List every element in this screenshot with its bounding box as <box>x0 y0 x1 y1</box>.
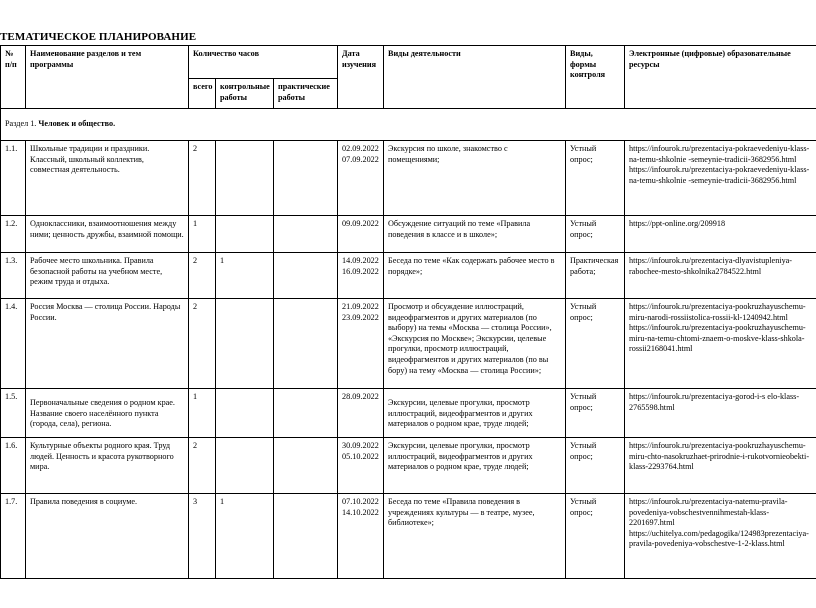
row-practical-works <box>274 253 338 299</box>
row-num: 1.5. <box>1 389 26 438</box>
row-activities: Экскурсии, целевые прогулки, просмотр иллюстраций, видеофрагментов и других материалов о родном крае, труде людей; <box>384 389 566 438</box>
row-date: 07.10.2022 <box>342 497 379 506</box>
row-date: 28.09.2022 <box>342 392 379 401</box>
row-dates <box>338 141 384 216</box>
table-row <box>1 216 816 253</box>
row-practical-works <box>274 216 338 253</box>
row-name: Культурные объекты родного края. Труд людей. Ценность и красота рукотворного мира. <box>26 438 189 494</box>
table-row <box>1 438 816 494</box>
col-header-date: Дата изучения <box>338 46 384 109</box>
col-header-activities: Виды деятельности <box>384 46 566 109</box>
section-row <box>1 109 816 141</box>
row-date: 05.10.2022 <box>342 451 379 461</box>
row-control-works <box>216 389 274 438</box>
row-control: Устный опрос; <box>566 216 625 253</box>
row-num: 1.7. <box>1 494 26 579</box>
section-prefix: Раздел 1. <box>5 119 37 129</box>
row-resources: https://infourok.ru/prezentaciya-gorod-i-s elo-klass-2765598.html <box>625 389 816 438</box>
row-resources: https://infourok.ru/prezentaciya-pookruzhayuschemu-miru-chto-nasokruzhaet-prirodnie-i-rukotvornieobekti-klass-2293764.html <box>625 438 816 494</box>
row-date: 21.09.2022 <box>342 302 379 311</box>
table-row <box>1 494 816 579</box>
row-control-works <box>216 216 274 253</box>
row-control: Устный опрос; <box>566 389 625 438</box>
row-date: 02.09.2022 <box>342 144 379 153</box>
row-dates <box>338 299 384 389</box>
row-activities: Беседа по теме «Правила поведения в учреждениях культуры — в театре, музее, библиотеке»; <box>384 494 566 579</box>
col-header-resources: Электронные (цифровые) образовательные ресурсы <box>625 46 816 109</box>
row-date: 14.09.2022 <box>342 256 379 265</box>
table-row <box>1 141 816 216</box>
row-control: Устный опрос; <box>566 141 625 216</box>
row-control: Практическая работа; <box>566 253 625 299</box>
row-num: 1.1. <box>1 141 26 216</box>
row-control: Устный опрос; <box>566 438 625 494</box>
row-total: 3 <box>189 494 216 579</box>
row-num: 1.2. <box>1 216 26 253</box>
row-dates <box>338 438 384 494</box>
col-header-num: № п/п <box>1 46 26 109</box>
row-date: 14.10.2022 <box>342 507 379 517</box>
row-practical-works <box>274 299 338 389</box>
row-activities: Беседа по теме «Как содержать рабочее место в порядке»; <box>384 253 566 299</box>
row-resources: https://infourok.ru/prezentaciya-pookruzhayuschemu-miru-narodi-rossiistolica-rossii-kl-1240942.html https://infourok.ru/prezentaciya-pookruzhayuschemu-miru-na-temu-chtomi-znaem-o-moskve-klass-shkola-rossii2168041.html <box>625 299 816 389</box>
row-num: 1.6. <box>1 438 26 494</box>
row-date: 30.09.2022 <box>342 441 379 450</box>
row-resources: https://infourok.ru/prezentaciya-pokraevedeniyu-klass-na-temu-shkolnie -semeynie-tradicii-3682956.html https://infourok.ru/prezentaciya-pokraevedeniyu-klass-na-temu-shkolnie -semeynie-tradicii-3682956.html <box>625 141 816 216</box>
row-dates <box>338 389 384 438</box>
row-practical-works <box>274 141 338 216</box>
page-title: ТЕМАТИЧЕСКОЕ ПЛАНИРОВАНИЕ <box>0 31 197 43</box>
row-date: 23.09.2022 <box>342 312 379 322</box>
table-row <box>1 253 816 299</box>
table-row <box>1 389 816 438</box>
row-practical-works <box>274 389 338 438</box>
row-date: 16.09.2022 <box>342 266 379 276</box>
row-total: 1 <box>189 389 216 438</box>
col-header-hours: Количество часов <box>189 46 338 79</box>
row-name: Школьные традиции и праздники. Классный, школьный коллектив, совместная деятельность. <box>26 141 189 216</box>
table-row <box>1 299 816 389</box>
row-name: Россия Москва — столица России. Народы России. <box>26 299 189 389</box>
row-control-works <box>216 141 274 216</box>
row-control-works: 1 <box>216 494 274 579</box>
col-header-hours-control: контрольные работы <box>216 79 274 109</box>
row-activities: Экскурсии, целевые прогулки, просмотр иллюстраций, видеофрагментов и других материалов о родном крае, труде людей; <box>384 438 566 494</box>
row-control: Устный опрос; <box>566 494 625 579</box>
row-date: 09.09.2022 <box>342 219 379 228</box>
row-num: 1.4. <box>1 299 26 389</box>
row-name: Правила поведения в социуме. <box>26 494 189 579</box>
row-resources: https://infourok.ru/prezentaciya-dlyavistupleniya-rabochee-mesto-shkolnika2784522.html <box>625 253 816 299</box>
section-title: Человек и общество. <box>38 119 116 129</box>
col-header-name: Наименование разделов и тем программы <box>26 46 189 109</box>
row-activities: Просмотр и обсуждение иллюстраций, видеофрагментов и других материалов (по выбору) на темы «Москва — столица России», «Экскурсия по Москве»; Экскурсии, целевые прогулки, просмотр иллюстраций, видеофрагментов и других материалов (по вы бору) на тему «Москва — столица России»; <box>384 299 566 389</box>
row-name: Первоначальные сведения о родном крае. Название своего населённого пункта (города, села), региона. <box>26 389 189 438</box>
row-num: 1.3. <box>1 253 26 299</box>
col-header-control: Виды, формы контроля <box>566 46 625 109</box>
row-control-works <box>216 299 274 389</box>
row-name: Рабочее место школьника. Правила безопасной работы на учебном месте, режим труда и отдыха. <box>26 253 189 299</box>
row-date: 07.09.2022 <box>342 154 379 164</box>
row-control-works <box>216 438 274 494</box>
plan-table <box>0 45 816 579</box>
row-activities: Обсуждение ситуаций по теме «Правила поведения в классе и в школе»; <box>384 216 566 253</box>
row-resources: https://ppt-online.org/209918 <box>625 216 816 253</box>
row-total: 2 <box>189 253 216 299</box>
row-resources: https://infourok.ru/prezentaciya-natemu-pravila-povedeniya-vobschestvennihmestah-klass-2201697.html https://uchitelya.com/pedagogika/124983prezentaciya-pravila-povedeniya-vobschestve-1-2-klass.html <box>625 494 816 579</box>
row-activities: Экскурсия по школе, знакомство с помещениями; <box>384 141 566 216</box>
row-control: Устный опрос; <box>566 299 625 389</box>
row-name: Одноклассники, взаимоотношения между ними; ценность дружбы, взаимной помощи. <box>26 216 189 253</box>
row-dates <box>338 494 384 579</box>
row-practical-works <box>274 494 338 579</box>
row-total: 2 <box>189 438 216 494</box>
row-total: 1 <box>189 216 216 253</box>
row-dates <box>338 216 384 253</box>
col-header-hours-practical: практические работы <box>274 79 338 109</box>
row-practical-works <box>274 438 338 494</box>
row-total: 2 <box>189 141 216 216</box>
row-control-works: 1 <box>216 253 274 299</box>
row-total: 2 <box>189 299 216 389</box>
col-header-hours-total: всего <box>189 79 216 109</box>
row-dates <box>338 253 384 299</box>
